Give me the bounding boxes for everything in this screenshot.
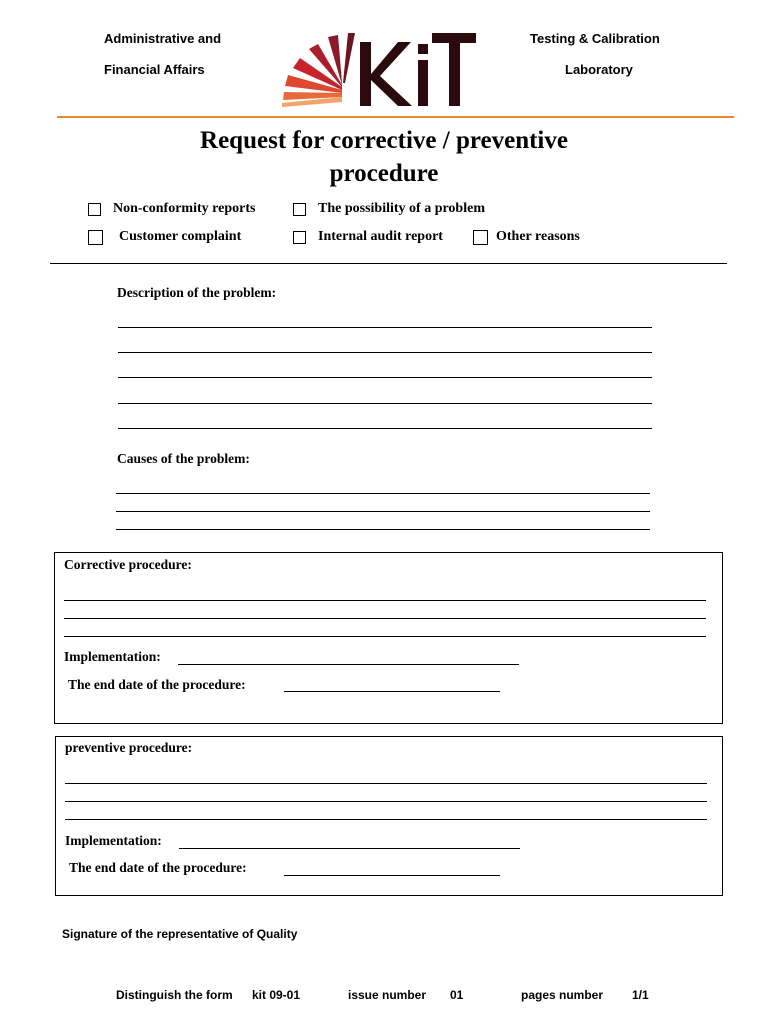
checkbox-label: Customer complaint bbox=[119, 229, 242, 244]
corrective-panel bbox=[54, 552, 723, 724]
preventive-end-date-label: The end date of the procedure: bbox=[69, 860, 247, 875]
preventive-line[interactable] bbox=[65, 783, 707, 784]
footer-distinguish-value: kit 09-01 bbox=[252, 988, 301, 1002]
preventive-line[interactable] bbox=[65, 801, 707, 802]
description-line[interactable] bbox=[118, 377, 652, 378]
checkbox-label: The possibility of a problem bbox=[318, 201, 485, 216]
header-divider bbox=[57, 116, 734, 118]
section-divider bbox=[50, 263, 727, 264]
causes-line[interactable] bbox=[116, 529, 650, 530]
description-line[interactable] bbox=[118, 403, 652, 404]
checkbox-internal-audit[interactable] bbox=[293, 229, 443, 245]
checkbox-label: Internal audit report bbox=[318, 229, 443, 244]
checkbox-box[interactable] bbox=[473, 230, 488, 245]
footer-distinguish-label: Distinguish the form bbox=[116, 988, 233, 1002]
corrective-line[interactable] bbox=[64, 600, 706, 601]
footer-pages-value: 1/1 bbox=[632, 988, 649, 1002]
preventive-implementation-label: Implementation: bbox=[65, 833, 162, 848]
checkbox-box[interactable] bbox=[293, 231, 306, 244]
corrective-implementation-field[interactable] bbox=[178, 664, 519, 665]
causes-label: Causes of the problem: bbox=[117, 451, 250, 466]
header-right-line1: Testing & Calibration bbox=[530, 31, 660, 46]
description-line[interactable] bbox=[118, 428, 652, 429]
corrective-line[interactable] bbox=[64, 636, 706, 637]
description-label: Description of the problem: bbox=[117, 285, 277, 300]
signature-label: Signature of the representative of Quality bbox=[62, 927, 298, 941]
preventive-implementation-field[interactable] bbox=[179, 848, 520, 849]
corrective-end-date-label: The end date of the procedure: bbox=[68, 677, 246, 692]
corrective-end-date-field[interactable] bbox=[284, 691, 500, 692]
footer-issue-value: 01 bbox=[450, 988, 464, 1002]
preventive-end-date-field[interactable] bbox=[284, 875, 500, 876]
causes-line[interactable] bbox=[116, 511, 650, 512]
corrective-label: Corrective procedure: bbox=[64, 557, 192, 572]
checkbox-box[interactable] bbox=[293, 203, 306, 216]
checkbox-box[interactable] bbox=[88, 203, 101, 216]
checkbox-nonconformity[interactable] bbox=[88, 201, 255, 217]
kit-logo bbox=[280, 30, 480, 110]
description-line[interactable] bbox=[118, 327, 652, 328]
preventive-label: preventive procedure: bbox=[65, 740, 193, 755]
checkbox-box[interactable] bbox=[88, 230, 103, 245]
checkbox-complaint[interactable] bbox=[88, 229, 241, 245]
footer-pages-label: pages number bbox=[521, 988, 604, 1002]
page-title-line1: Request for corrective / preventive bbox=[200, 127, 568, 154]
checkbox-other[interactable] bbox=[473, 229, 580, 245]
causes-line[interactable] bbox=[116, 493, 650, 494]
header-left-line2: Financial Affairs bbox=[104, 62, 205, 77]
header-left-line1: Administrative and bbox=[104, 31, 222, 46]
header-right-line2: Laboratory bbox=[565, 62, 633, 77]
description-line[interactable] bbox=[118, 352, 652, 353]
checkbox-label: Non-conformity reports bbox=[113, 201, 256, 216]
corrective-implementation-label: Implementation: bbox=[64, 649, 161, 664]
footer-issue-label: issue number bbox=[348, 988, 427, 1002]
kit-logo-graphic bbox=[280, 30, 480, 110]
preventive-line[interactable] bbox=[65, 819, 707, 820]
checkbox-possibility[interactable] bbox=[293, 201, 485, 217]
page-title-line2: procedure bbox=[329, 160, 439, 187]
corrective-line[interactable] bbox=[64, 618, 706, 619]
checkbox-label: Other reasons bbox=[496, 229, 580, 244]
